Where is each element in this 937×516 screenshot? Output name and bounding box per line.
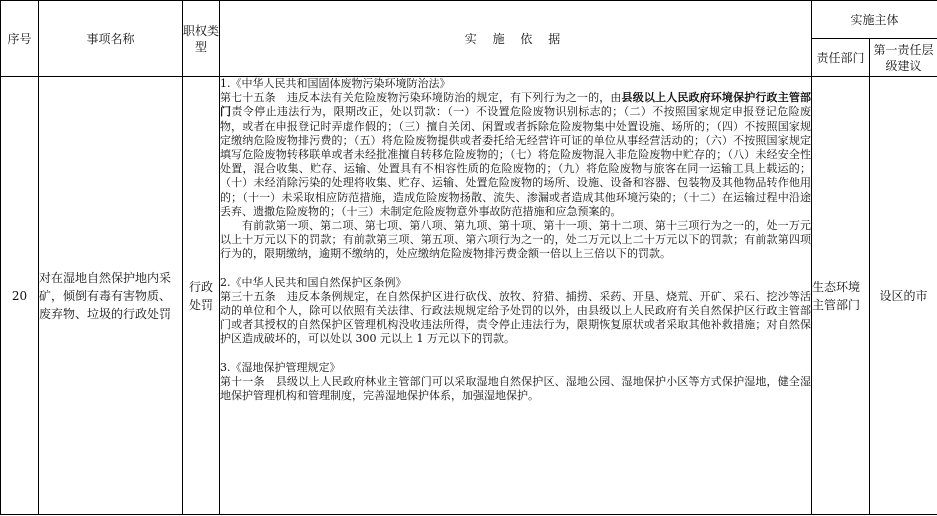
law1-article75 xyxy=(220,91,811,219)
law1-title: 1.《中华人民共和国固体废物污染环境防治法》 xyxy=(220,77,451,90)
law1-penalty-clause: 有前款第一项、第二项、第七项、第八项、第九项、第十项、第十一项、第十二项、第十三项行为之一的，处一万元以上十万元以下的罚款；有前款第三项、第五项、第六项行为之一的，处二万元以上二十万元以下的罚款；有前款第四项行为的，限期缴纳，逾期不缴纳的，处应缴纳危险废物排污费金额一倍以上三倍以下的罚款。 xyxy=(220,219,811,261)
law1-text-a: 第七十五条 违反本法有关危险废物污染环境防治的规定，有下列行为之一的，由 xyxy=(220,91,622,105)
law1-authority: 县级以上人民政府环境保护行政主管部门 xyxy=(220,91,812,119)
table-row xyxy=(1,77,937,515)
header-responsible-dept: 责任部门 xyxy=(812,39,870,77)
row-basis xyxy=(220,77,812,515)
law3-article11: 第十一条 县级以上人民政府林业主管部门可以采取湿地自然保护区、湿地公园、湿地保护小区等方式保护湿地，健全湿地保护管理机构和管理制度，完善湿地保护体系，加强湿地保护。 xyxy=(220,374,811,403)
row-first-level: 设区的市 xyxy=(870,77,937,515)
row-responsible-dept: 生态环境主管部门 xyxy=(812,77,870,515)
header-row-1 xyxy=(1,1,937,39)
header-item-name: 事项名称 xyxy=(39,1,183,77)
law2-title: 2.《中华人民共和国自然保护区条例》 xyxy=(220,275,407,289)
row-seq: 20 xyxy=(1,77,39,515)
header-seq: 序号 xyxy=(1,1,39,77)
header-subject: 实施主体 xyxy=(812,1,937,39)
header-power-type: 职权类型 xyxy=(183,1,220,77)
header-first-level: 第一责任层级建议 xyxy=(870,39,937,77)
law1-text-b: 责令停止违法行为，限期改正，处以罚款：（一）不设置危险废物识别标志的；（二）不按照国家规定申报登记危险废物，或者在申报登记时弄虚作假的；（三）擅自关闭、闲置或者拆除危险废物集中处置设施、场所的；（四）不按照国家规定缴纳危险废物排污费的；（五）将危险废物提供或者委托给无经营许可证的单位从事经营活动的；（六）不按照国家规定填写危险废物转移联单或者未经批准擅自转移危险废物的；（七）将危险废物混入非危险废物中贮存的；（八）未经安全性处置，混合收集、贮存、运输、处置具有不相容性质的危险废物的；（九）将危险废物与旅客在同一运输工具上载运的；（十）未经消除污染的处理将收集、贮存、运输、处置危险废物的场所、设施、设备和容器、包装物及其他物品转作他用的；（十一）未采取相应防范措施，造成危险废物扬散、流失、渗漏或者造成其他环境污染的；（十二）在运输过程中沿途丢弃、遗撒危险废物的；（十三）未制定危险废物意外事故防范措施和应急预案的。 xyxy=(220,105,812,218)
law2-article35: 第三十五条 违反本条例规定，在自然保护区进行砍伐、放牧、狩猎、捕捞、采药、开垦、烧荒、开矿、采石、挖沙等活动的单位和个人，除可以依照有关法律、行政法规规定给予处罚的以外，由县级以上人民政府有关自然保护区行政主管部门或者其授权的自然保护区管理机构没收违法所得，责令停止违法行为，限期恢复原状或者采取其他补救措施；对自然保护区造成破坏的，可以处以 300 元以上 1 万元以下的罚款。 xyxy=(220,289,811,346)
row-power-type: 行政处罚 xyxy=(183,77,220,515)
row-item-name: 对在湿地自然保护地内采矿，倾倒有毒有害物质、废弃物、垃圾的行政处罚 xyxy=(39,77,183,515)
law3-title: 3.《湿地保护管理规定》 xyxy=(220,360,341,374)
header-basis: 实 施 依 据 xyxy=(220,1,812,77)
